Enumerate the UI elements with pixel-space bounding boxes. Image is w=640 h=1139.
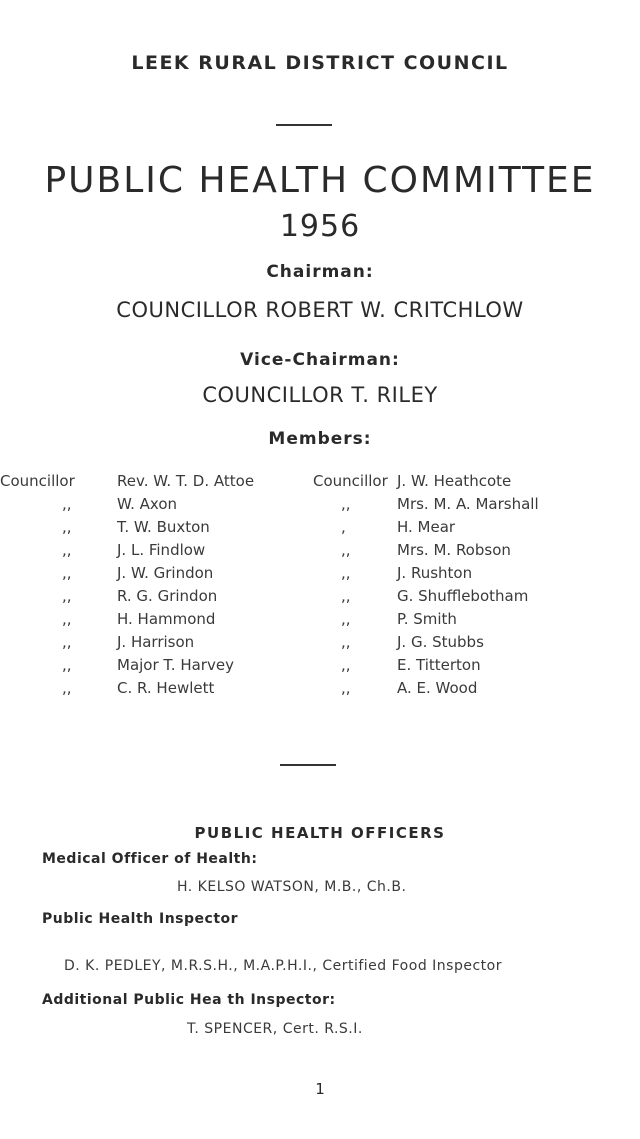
member-row — [313, 493, 640, 516]
member-row — [313, 585, 640, 608]
council-title: LEEK RURAL DISTRICT COUNCIL — [131, 52, 509, 74]
member-name: Mrs. M. A. Marshall — [397, 495, 539, 513]
divider-bottom — [280, 764, 336, 766]
member-name: G. Shufflebotham — [397, 587, 529, 605]
ditto-mark: ,, — [341, 541, 351, 559]
member-name: W. Axon — [117, 495, 178, 513]
ditto-mark: ,, — [341, 587, 351, 605]
member-name: A. E. Wood — [397, 679, 478, 697]
member-name: R. G. Grindon — [117, 587, 218, 605]
members-label: Members: — [268, 429, 372, 449]
committee-title: PUBLIC HEALTH COMMITTEE — [44, 160, 596, 201]
members-list-left — [0, 470, 305, 700]
ditto-mark: ,, — [62, 656, 72, 674]
ditto-mark: ,, — [341, 656, 351, 674]
member-name: H. Hammond — [117, 610, 216, 628]
member-title: Councillor — [313, 472, 388, 490]
member-row — [313, 654, 640, 677]
ditto-mark: ,, — [62, 495, 72, 513]
member-row — [313, 470, 640, 493]
ditto-mark: ,, — [341, 495, 351, 513]
chairman-name: COUNCILLOR ROBERT W. CRITCHLOW — [116, 298, 524, 322]
member-row — [313, 677, 640, 700]
divider-top — [276, 124, 332, 126]
member-name: J. Harrison — [117, 633, 195, 651]
page-number: 1 — [315, 1080, 325, 1098]
officers-title: PUBLIC HEALTH OFFICERS — [194, 824, 446, 842]
additional-inspector-name: T. SPENCER, Cert. R.S.I. — [187, 1021, 363, 1037]
medical-officer-label: Medical Officer of Health: — [42, 851, 258, 867]
ditto-mark: ,, — [341, 679, 351, 697]
ditto-mark: ,, — [341, 564, 351, 582]
member-row — [313, 539, 640, 562]
member-row — [0, 516, 305, 539]
member-name: Mrs. M. Robson — [397, 541, 511, 559]
member-name: J. W. Grindon — [117, 564, 214, 582]
additional-inspector-label: Additional Public Hea th Inspector: — [42, 992, 336, 1008]
ditto-mark: ,, — [62, 633, 72, 651]
ditto-mark: , — [341, 518, 346, 536]
member-row — [313, 562, 640, 585]
member-name: C. R. Hewlett — [117, 679, 215, 697]
ditto-mark: ,, — [341, 633, 351, 651]
member-title: Councillor — [0, 472, 75, 490]
member-name: Major T. Harvey — [117, 656, 234, 674]
member-name: Rev. W. T. D. Attoe — [117, 472, 255, 490]
health-inspector-name: D. K. PEDLEY, M.R.S.H., M.A.P.H.I., Certified Food Inspector — [64, 958, 502, 974]
vice-chairman-name: COUNCILLOR T. RILEY — [202, 383, 438, 407]
vice-chairman-label: Vice-Chairman: — [240, 350, 400, 370]
member-name: H. Mear — [397, 518, 456, 536]
member-row — [0, 585, 305, 608]
members-list-right — [313, 470, 640, 700]
member-name: E. Titterton — [397, 656, 481, 674]
member-name: T. W. Buxton — [117, 518, 210, 536]
ditto-mark: ,, — [62, 679, 72, 697]
member-name: J. G. Stubbs — [397, 633, 484, 651]
member-row — [0, 562, 305, 585]
committee-year: 1956 — [279, 209, 361, 244]
health-inspector-label: Public Health Inspector — [42, 911, 239, 927]
member-row — [0, 539, 305, 562]
member-row — [0, 654, 305, 677]
member-name: P. Smith — [397, 610, 457, 628]
ditto-mark: ,, — [341, 610, 351, 628]
member-name: J. Rushton — [397, 564, 473, 582]
member-row — [0, 677, 305, 700]
member-row — [0, 608, 305, 631]
ditto-mark: ,, — [62, 541, 72, 559]
ditto-mark: ,, — [62, 587, 72, 605]
ditto-mark: ,, — [62, 518, 72, 536]
ditto-mark: ,, — [62, 564, 72, 582]
member-row — [313, 631, 640, 654]
member-name: J. L. Findlow — [117, 541, 206, 559]
member-row — [0, 493, 305, 516]
member-row — [0, 470, 305, 493]
member-row — [0, 631, 305, 654]
member-row — [313, 516, 640, 539]
ditto-mark: ,, — [62, 610, 72, 628]
medical-officer-name: H. KELSO WATSON, M.B., Ch.B. — [177, 879, 407, 895]
chairman-label: Chairman: — [266, 262, 374, 282]
member-row — [313, 608, 640, 631]
member-name: J. W. Heathcote — [397, 472, 512, 490]
